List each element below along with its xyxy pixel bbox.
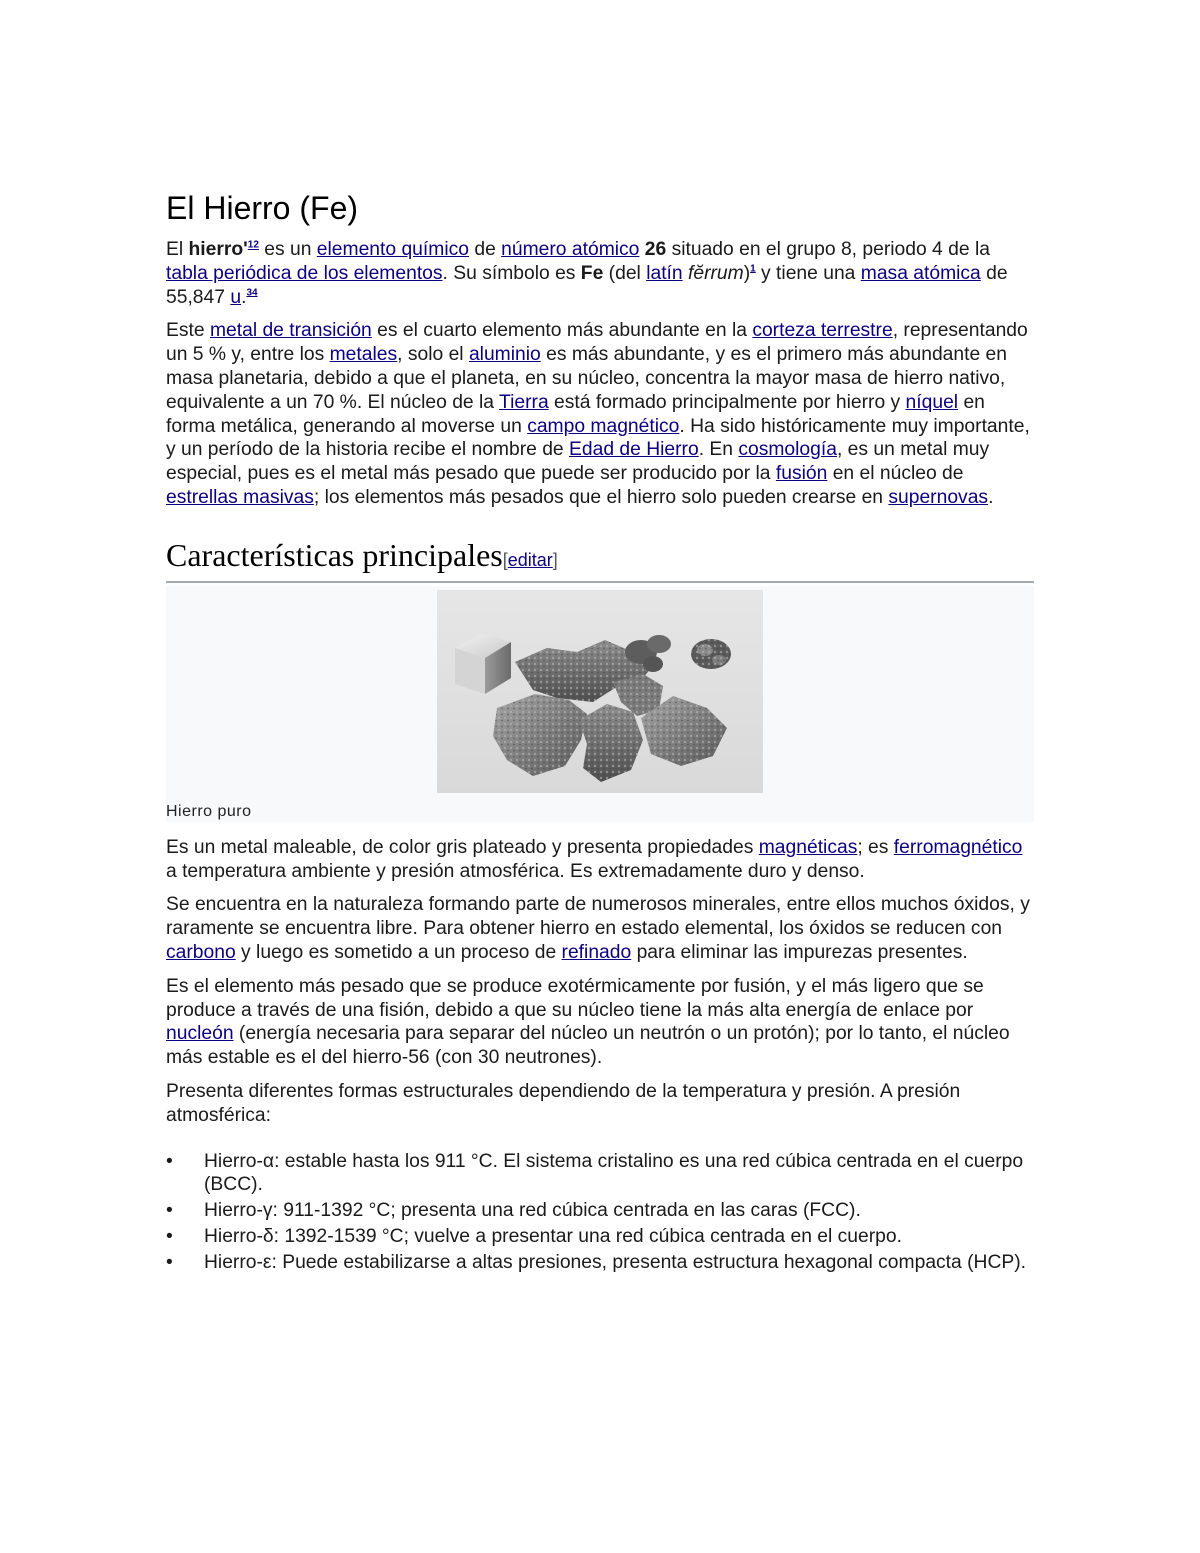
text: está formado principalmente por hierro y bbox=[548, 391, 906, 413]
reference-sup[interactable] bbox=[248, 240, 259, 251]
text: es más abundante, y es el primero más abundante en masa planetaria, debido a que el planeta, en su núcleo, concentra la mayor masa de hierro nativo, equivalente a un 70 %. El núcleo de la bbox=[166, 344, 1008, 413]
link-carbono[interactable]: carbono bbox=[166, 941, 236, 963]
text: El bbox=[166, 239, 189, 260]
list-item-text: Hierro-δ: 1392-1539 °C; vuelve a presentar una red cúbica centrada en el cuerpo. bbox=[204, 1225, 902, 1247]
bullet: • bbox=[166, 1150, 173, 1172]
text: en forma metálica, generando al moverse un bbox=[166, 391, 985, 437]
list-item bbox=[166, 1199, 1034, 1223]
text: . bbox=[241, 286, 247, 308]
link-corteza-terrestre[interactable]: corteza terrestre bbox=[752, 320, 893, 342]
text: . En bbox=[698, 439, 739, 461]
text: . bbox=[988, 486, 994, 508]
figure-caption: Hierro puro bbox=[166, 802, 252, 820]
image-figure bbox=[166, 586, 1034, 822]
text: ; los elementos más pesados que el hierro solo pueden crearse en bbox=[313, 486, 889, 508]
paragraph-abundance bbox=[166, 319, 1034, 509]
bullet: • bbox=[166, 1225, 173, 1247]
text: . Su símbolo es bbox=[442, 262, 581, 284]
text: de 55,847 bbox=[166, 262, 1008, 308]
text: ) bbox=[743, 262, 751, 284]
bold-number-26: 26 bbox=[644, 239, 667, 260]
text: Se encuentra en la naturaleza formando parte de numerosos minerales, entre ellos muchos óxidos, y raramente se encuentra libre. Para obtener hierro en estado elemental, los óxidos se reducen con bbox=[166, 894, 1030, 940]
link-fusion[interactable]: fusión bbox=[775, 463, 828, 485]
text: Es un metal maleable, de color gris plateado y presenta propiedades bbox=[166, 836, 759, 858]
reference-link[interactable]: 12 bbox=[247, 239, 259, 251]
intro-paragraph bbox=[166, 238, 1034, 309]
text: (del bbox=[603, 262, 647, 284]
reference-sup[interactable] bbox=[246, 287, 257, 298]
link-magneticas[interactable]: magnéticas bbox=[758, 836, 858, 858]
link-tierra[interactable]: Tierra bbox=[499, 391, 549, 413]
paragraph-minerals bbox=[166, 893, 1034, 964]
link-metal-de-transicion[interactable]: metal de transición bbox=[209, 320, 372, 342]
text: Es el elemento más pesado que se produce exotérmicamente por fusión, y el más ligero que se produce a través de una fisión, debido a que su núcleo tiene la más alta energía de enlace por bbox=[166, 975, 984, 1021]
text: situado en el grupo 8, periodo 4 de la bbox=[666, 239, 990, 260]
text: en el núcleo de bbox=[827, 463, 964, 485]
text: , solo el bbox=[397, 344, 469, 366]
link-elemento-quimico[interactable]: elemento químico bbox=[316, 239, 469, 260]
paragraph-fusion bbox=[166, 975, 1034, 1070]
list-item-text: Hierro-γ: 911-1392 °C; presenta una red cúbica centrada en las caras (FCC). bbox=[204, 1200, 861, 1222]
link-edad-de-hierro[interactable]: Edad de Hierro bbox=[569, 439, 699, 461]
link-supernovas[interactable]: supernovas bbox=[888, 486, 989, 508]
link-aluminio[interactable]: aluminio bbox=[468, 344, 541, 366]
link-numero-atomico[interactable]: número atómico bbox=[501, 239, 640, 260]
link-latin[interactable]: latín bbox=[646, 262, 683, 284]
paragraph-properties bbox=[166, 836, 1034, 884]
text: . Ha sido históricamente muy importante, y un período de la historia recibe el nombre de bbox=[166, 415, 1030, 461]
list-item-text: Hierro-α: estable hasta los 911 °C. El sistema cristalino es una red cúbica centrada en el cuerpo (BCC). bbox=[204, 1150, 1024, 1196]
text: ; es bbox=[857, 836, 894, 858]
text: , representando un 5 % y, entre los bbox=[166, 320, 1028, 366]
iron-photo[interactable] bbox=[437, 590, 763, 793]
link-niquel[interactable]: níquel bbox=[905, 391, 959, 413]
link-cosmologia[interactable]: cosmología bbox=[738, 439, 837, 461]
link-nucleon[interactable]: nucleón bbox=[166, 1023, 234, 1045]
text: es el cuarto elemento más abundante en la bbox=[371, 320, 753, 342]
list-item bbox=[166, 1150, 1034, 1198]
bullet: • bbox=[166, 1251, 173, 1273]
bold-symbol-fe: Fe bbox=[580, 262, 604, 284]
link-estrellas-masivas[interactable]: estrellas masivas bbox=[166, 486, 314, 508]
edit-link[interactable]: editar bbox=[507, 549, 553, 570]
text: Este bbox=[166, 320, 210, 342]
text: de bbox=[468, 239, 502, 260]
link-campo-magnetico[interactable]: campo magnético bbox=[527, 415, 680, 437]
text: para eliminar las impurezas presentes. bbox=[631, 941, 968, 963]
bullet: • bbox=[166, 1200, 173, 1222]
text: ' bbox=[243, 239, 248, 260]
bold-term-hierro: hierro bbox=[188, 239, 244, 260]
text: , es un metal muy especial, pues es el metal más pesado que puede ser producido por la bbox=[166, 439, 990, 485]
text: y luego es sometido a un proceso de bbox=[235, 941, 562, 963]
link-metales[interactable]: metales bbox=[329, 344, 398, 366]
text: (energía necesaria para separar del núcleo un neutrón o un protón); por lo tanto, el núcleo más estable es el del hierro-56 (con 30 neutrones). bbox=[166, 1023, 1010, 1069]
paragraph-structures: Presenta diferentes formas estructurales dependiendo de la temperatura y presión. A presión atmosférica: bbox=[166, 1080, 961, 1126]
link-tabla-periodica[interactable]: tabla periódica de los elementos bbox=[166, 262, 443, 284]
section-heading-text: Características principales bbox=[166, 536, 503, 573]
reference-link[interactable]: 1 bbox=[750, 263, 756, 275]
list-item bbox=[166, 1251, 1034, 1275]
link-u[interactable]: u bbox=[230, 286, 242, 308]
text: es un bbox=[258, 239, 317, 260]
edit-bracket-close: ] bbox=[552, 549, 558, 570]
page-title: El Hierro (Fe) bbox=[166, 190, 359, 226]
link-masa-atomica[interactable]: masa atómica bbox=[860, 262, 981, 284]
structures-list bbox=[166, 1150, 1034, 1275]
section-heading bbox=[166, 536, 1034, 583]
list-item bbox=[166, 1225, 1034, 1249]
link-refinado[interactable]: refinado bbox=[561, 941, 632, 963]
iron-pieces-illustration bbox=[437, 590, 763, 793]
text: y tiene una bbox=[755, 262, 861, 284]
edit-section bbox=[503, 550, 558, 570]
text: a temperatura ambiente y presión atmosférica. Es extremadamente duro y denso. bbox=[166, 860, 865, 882]
edit-bracket-open: [ bbox=[502, 549, 508, 570]
reference-link[interactable]: 34 bbox=[246, 287, 258, 299]
list-item-text: Hierro-ε: Puede estabilizarse a altas presiones, presenta estructura hexagonal compacta (HCP). bbox=[204, 1251, 1027, 1273]
article-body bbox=[166, 188, 1034, 1277]
link-ferromagnetico[interactable]: ferromagnético bbox=[893, 836, 1023, 858]
italic-ferrum: fĕrrum bbox=[688, 262, 744, 284]
